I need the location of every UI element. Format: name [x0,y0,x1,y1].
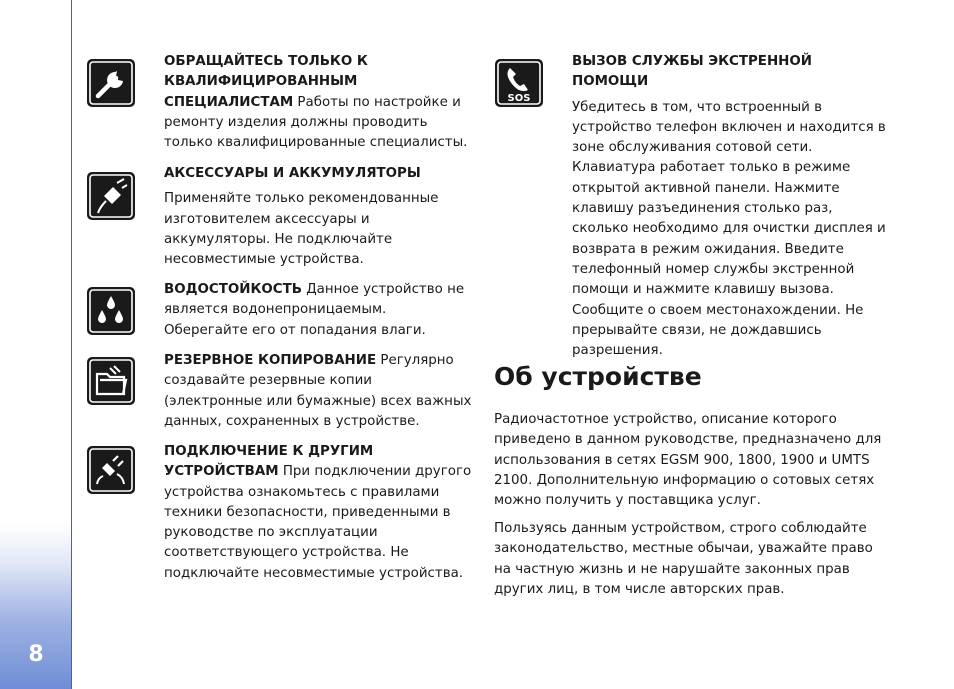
safety-entry-text: При подключении другого устройства ознакомьтесь с правилами техники безопасности, приведенными в руководстве по эксплуатации соответствующего устройства. Не подключайте несовместимые устройства. [164,464,472,581]
paragraph: Радиочастотное устройство, описание которого приведено в данном руководстве, предназначено для использования в сетях EGSM 900, 1800, 1900 и UMTS 2100. Дополнительную информацию о сотовых сетях можно получить у поставщика услуг. [494,412,882,509]
safety-entry-accessories [164,164,474,270]
safety-entry-service [164,52,474,153]
safety-entry-heading: ОБРАЩАЙТЕСЬ ТОЛЬКО К КВАЛИФИЦИРОВАННЫМ СПЕЦИАЛИСТАМ [164,54,368,110]
safety-entry-water [164,280,474,341]
paragraph: Пользуясь данным устройством, строго соблюдайте законодательство, местные обычаи, уважайте право на частную жизнь и не нарушайте законных прав других лиц, в том числе авторских прав. [494,521,873,597]
section-title: Об устройстве [494,362,702,391]
page-number: 8 [28,642,44,667]
water-drops-icon [86,286,136,336]
safety-entry-text: Применяйте только рекомендованные изготовителем аксессуары и аккумуляторы. Не подключайте несовместимые устройства. [164,191,439,268]
battery-plug-icon [86,171,136,221]
safety-entry-backup [164,351,474,432]
safety-entry-heading: ПОДКЛЮЧЕНИЕ К ДРУГИМ УСТРОЙСТВАМ [164,444,374,480]
svg-text:SOS: SOS [507,93,531,104]
phone-sos-icon [494,58,544,108]
emergency-call-heading: ВЫЗОВ СЛУЖБЫ ЭКСТРЕННОЙ ПОМОЩИ [572,54,812,90]
emergency-call-entry [572,52,892,361]
safety-entry-text: Регулярно создавайте резервные копии (электронные или бумажные) всех важных данных, сохраненных в устройстве. [164,353,472,429]
safety-entry-heading: АКСЕССУАРЫ И АККУМУЛЯТОРЫ [164,166,421,181]
safety-entry-text: Работы по настройке и ремонту изделия должны проводить только квалифицированные специалисты. [164,94,468,151]
side-tab [0,0,72,689]
folder-icon [86,356,136,406]
safety-entry-heading: ВОДОСТОЙКОСТЬ [164,282,302,297]
safety-entry-connect [164,442,474,584]
safety-entry-heading: РЕЗЕРВНОЕ КОПИРОВАНИЕ [164,353,377,368]
safety-entry-text: Данное устройство не является водонепроницаемым. Оберегайте его от попадания влаги. [164,282,465,338]
wrench-icon [86,58,136,108]
emergency-call-text: Убедитесь в том, что встроенный в устройство телефон включен и находится в зоне обслуживания сотовой сети. Клавиатура работает только в режиме открытой активной панели. Нажмите клавишу разъединения столько раз, сколько необходимо для очистки дисплея и возврата в режим ожидания. Введите телефонный номер службы экстренной помощи и нажмите клавишу вызова. Сообщите о своем местонахождении. Не прерывайте связи, не дождавшись разрешения. [572,99,886,359]
plug-connect-icon [86,445,136,495]
